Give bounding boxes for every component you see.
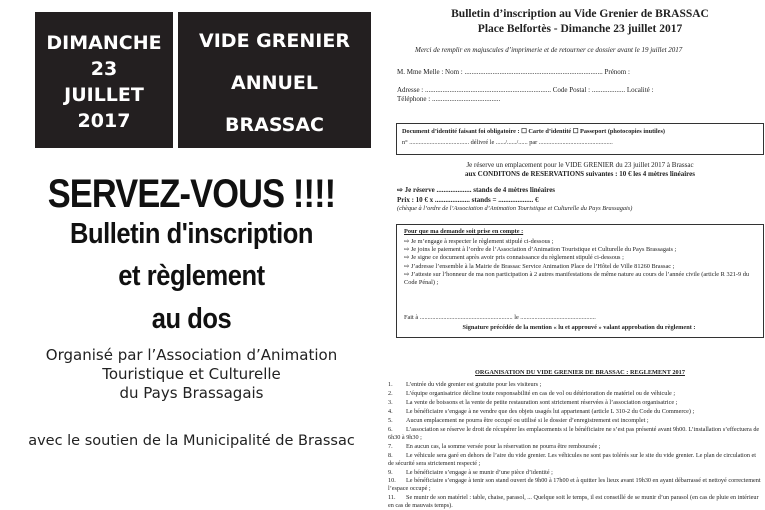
rule-item: 2. L’équipe organisatrice décline toute responsabilité en cas de vol ou détérioration de matériel ou de véhicule ; <box>388 390 676 397</box>
phone-field[interactable]: Téléphone : ....................................... <box>397 95 501 103</box>
form-subtitle: Place Belfortès - Dimanche 23 juillet 2017 <box>477 23 683 35</box>
rule-item: 1. L’entrée du vide grenier est gratuite pour les visiteurs ; <box>388 381 542 388</box>
date-number: 23 <box>90 58 118 80</box>
rule-item: 4. Le bénéficiaire s’engage à ne vendre que des objets usagés lui appartenant (article L 310-2 du Code du Commerce) ; <box>388 408 695 415</box>
organizer-line: Organisé par l’Association d’Animation <box>45 346 338 364</box>
rule-item: 6. L’association se réserve le droit de récupérer les emplacements si le bénéficiaire ne s’est pas présenté avant 9h00. L’installation s’effectuera de 6h30 à 9h30 ; <box>388 426 760 441</box>
rules-title: ORGANISATION DU VIDE GRENIER DE BRASSAC : REGLEMENT 2017 <box>475 369 685 376</box>
rule-item: 3. La vente de boissons et la vente de petite restauration sont strictement réservées à l’association organisatrice ; <box>388 399 678 406</box>
rule-item: 9. Le bénéficiaire s’engage à se munir d’une pièce d’identité ; <box>388 469 553 476</box>
event-frequency: ANNUEL <box>230 72 319 94</box>
date-box <box>35 12 173 148</box>
pledge-list <box>404 238 754 287</box>
rule-item: 10. Le bénéficiaire s’engage à tenir son stand ouvert de 9h00 à 17h00 et à quitter les lieux avant 19h30 en ayant débarrassé et nettoyé correctement l’espace occupé ; <box>388 477 761 492</box>
reservation-line: Je réserve un emplacement pour le VIDE GRENIER du 23 juillet 2017 à Brassac <box>466 161 694 169</box>
rule-item: 8. Le véhicule sera garé en dehors de l’aire du vide grenier. Les véhicules ne sont pas tolérés sur le site du vide grenier. Le plan de circulation et de sécurité sera strictement respecté ; <box>388 452 756 467</box>
rule-item: 5. Aucun emplacement ne pourra être occupé ou utilisé si le dossier d’enregistrement est incomplet ; <box>388 417 649 424</box>
id-document-line[interactable]: Document d’identité faisant foi obligatoire : ☐ Carte d’identité ☐ Passeport (photocopies inutiles) <box>402 128 666 135</box>
id-number-line[interactable]: n° ...................................... délivré le ....../....../...... par ............................................... <box>402 139 613 146</box>
headline: SERVEZ-VOUS !!!! <box>47 172 336 216</box>
event-town: BRASSAC <box>225 114 324 136</box>
pledge-title: Pour que ma demande soit prise en compte : <box>404 228 524 235</box>
support-note: avec le soutien de la Municipalité de Brassac <box>28 433 355 449</box>
date-year: 2017 <box>77 110 131 132</box>
date-month: JUILLET <box>64 84 144 106</box>
rule-item: 11. Se munir de son matériel : table, chaise, parasol, ... Quelque soit le temps, il est conseillé de se munir d’un parasol (en cas de pluie en intérieur en cas de mauvais temps). <box>388 494 759 509</box>
pledge-item: ⇨ J’atteste sur l’honneur de ma non participation à 2 autres manifestations de même nature au cours de l’année civile (article R 321-9 du Code Pénal) ; <box>404 270 750 287</box>
event-name: VIDE GRENIER <box>199 30 350 52</box>
subline-au-dos: au dos <box>151 303 232 335</box>
cheque-note: (chèque à l’ordre de l’Association d’Animation Touristique et Culturelle du Pays Brassagais) <box>397 205 633 212</box>
organizer <box>0 346 383 403</box>
form-title: Bulletin d’inscription au Vide Grenier de BRASSAC <box>451 8 709 20</box>
organizer-line: Touristique et Culturelle <box>102 365 281 383</box>
date-day: DIMANCHE <box>46 32 162 54</box>
rule-item: 7. En aucun cas, la somme versée pour la réservation ne pourra être remboursée ; <box>388 443 601 450</box>
organizer-line: du Pays Brassagais <box>119 384 264 402</box>
event-title-box <box>178 12 371 148</box>
sign-place-field[interactable]: Fait à ........................................................... le ................................................ <box>404 314 596 321</box>
stand-count-field[interactable]: ⇨ Je réserve .................... stands de 4 mètres linéaires <box>397 186 556 194</box>
name-field[interactable]: M. Mme Melle : Nom : ............................................................................... Prénom : <box>397 68 630 76</box>
address-field[interactable]: Adresse : ........................................................................ Code Postal : ................... Localité : <box>397 86 654 94</box>
form-intro: Merci de remplir en majuscules d’imprimerie et de retourner ce dossier avant le 19 juillet 2017 <box>415 46 683 54</box>
price-field[interactable]: Prix : 10 € x .................... stands = .................... € <box>397 196 539 204</box>
signature-note: Signature précédée de la mention « lu et approuvé » valant approbation du règlement : <box>462 324 696 331</box>
pledge-item: ⇨ Je signe ce document après avoir pris connaissance du règlement stipulé ci-dessous ; <box>404 254 624 262</box>
subline-bulletin: Bulletin d'inscription <box>69 218 314 250</box>
pledge-item: ⇨ Je joins le paiement à l’ordre de l’Association d’Animation Touristique et Culturelle du Pays Brassagais ; <box>404 246 677 254</box>
subline-reglement: et règlement <box>118 260 265 292</box>
reservation-conditions: aux CONDITONS de RESERVATIONS suivantes : 10 € les 4 mètres linéaires <box>465 170 695 178</box>
pledge-item: ⇨ J’adresse l’ensemble à la Mairie de Brassac Service Animation Place de l’Hôtel de Ville 81260 Brassac ; <box>404 262 675 270</box>
pledge-item: ⇨ Je m’engage à respecter le règlement stipulé ci-dessous ; <box>404 238 554 245</box>
